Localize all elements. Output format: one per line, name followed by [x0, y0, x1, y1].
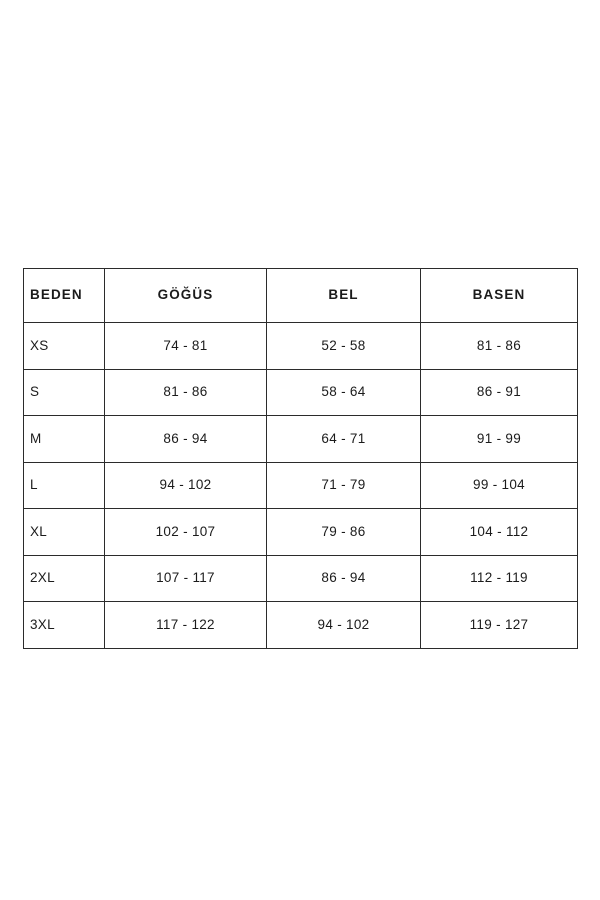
cell-basen: 99 - 104 [421, 462, 578, 509]
table-row [24, 509, 578, 556]
cell-bel: 58 - 64 [267, 369, 421, 416]
cell-basen: 104 - 112 [421, 509, 578, 556]
cell-basen: 86 - 91 [421, 369, 578, 416]
cell-size: 3XL [24, 602, 105, 649]
table-row [24, 462, 578, 509]
cell-size: S [24, 369, 105, 416]
cell-basen: 91 - 99 [421, 416, 578, 463]
column-header-basen: BASEN [421, 269, 578, 323]
table-row [24, 323, 578, 370]
table-row [24, 416, 578, 463]
size-chart-table-wrapper [23, 268, 577, 649]
table-row [24, 555, 578, 602]
cell-gogus: 107 - 117 [105, 555, 267, 602]
table-header [24, 269, 578, 323]
column-header-gogus: GÖĞÜS [105, 269, 267, 323]
cell-basen: 112 - 119 [421, 555, 578, 602]
table-body [24, 323, 578, 649]
cell-bel: 79 - 86 [267, 509, 421, 556]
cell-size: XL [24, 509, 105, 556]
cell-size: XS [24, 323, 105, 370]
table-row [24, 602, 578, 649]
cell-gogus: 74 - 81 [105, 323, 267, 370]
cell-bel: 71 - 79 [267, 462, 421, 509]
column-header-bel: BEL [267, 269, 421, 323]
cell-basen: 119 - 127 [421, 602, 578, 649]
cell-bel: 64 - 71 [267, 416, 421, 463]
cell-gogus: 94 - 102 [105, 462, 267, 509]
column-header-beden: BEDEN [24, 269, 105, 323]
cell-basen: 81 - 86 [421, 323, 578, 370]
cell-bel: 86 - 94 [267, 555, 421, 602]
table-header-row [24, 269, 578, 323]
cell-size: M [24, 416, 105, 463]
cell-gogus: 86 - 94 [105, 416, 267, 463]
cell-gogus: 81 - 86 [105, 369, 267, 416]
cell-size: 2XL [24, 555, 105, 602]
cell-bel: 94 - 102 [267, 602, 421, 649]
cell-size: L [24, 462, 105, 509]
cell-gogus: 117 - 122 [105, 602, 267, 649]
cell-gogus: 102 - 107 [105, 509, 267, 556]
cell-bel: 52 - 58 [267, 323, 421, 370]
size-chart-table [23, 268, 578, 649]
table-row [24, 369, 578, 416]
